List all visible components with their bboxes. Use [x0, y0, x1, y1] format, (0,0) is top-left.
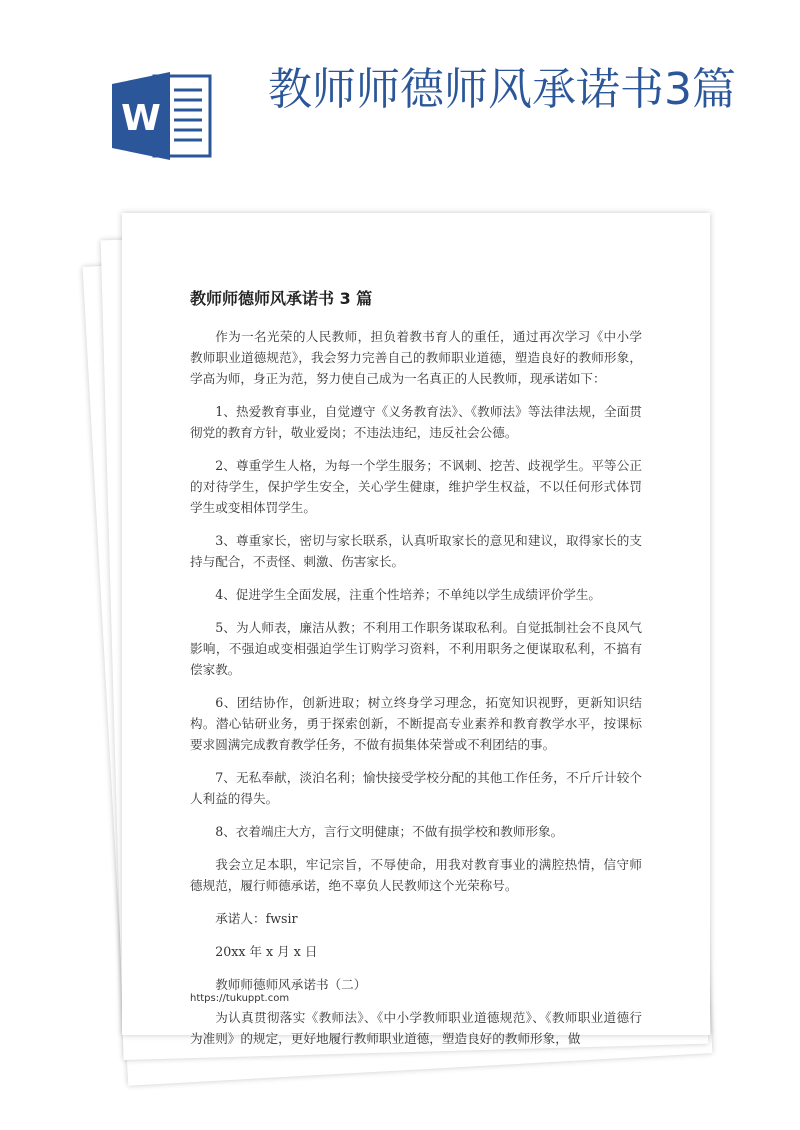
svg-text:W: W	[121, 98, 161, 139]
paragraph-item-4: 4、促进学生全面发展，注重个性培养；不单纯以学生成绩评价学生。	[215, 587, 602, 602]
paragraph-item-3: 3、尊重家长，密切与家长联系，认真听取家长的意见和建议，取得家长的支持与配合，不责怪、刺激、伤害家长。	[190, 533, 642, 569]
document-body	[190, 326, 642, 1061]
word-document-icon	[112, 70, 212, 162]
paragraph-intro: 作为一名光荣的人民教师，担负着教书育人的重任，通过再次学习《中小学教师职业道德规范》，我会努力完善自己的教师职业道德，塑造良好的教师形象，学高为师，身正为范，努力使自己成为一名真正的人民教师，现承诺如下：	[190, 329, 642, 386]
paragraph-item-2: 2、尊重学生人格，为每一个学生服务；不讽刺、挖苦、歧视学生。平等公正的对待学生，保护学生安全，关心学生健康，维护学生权益，不以任何形式体罚学生或变相体罚学生。	[190, 458, 642, 515]
footer-url: https://tukuppt.com	[190, 993, 290, 1004]
paragraph-item-6: 6、团结协作，创新进取；树立终身学习理念，拓宽知识视野，更新知识结构。潜心钻研业务，勇于探索创新，不断提高专业素养和教育教学水平，按课标要求圆满完成教育教学任务，不做有损集体荣誉或不利团结的事。	[190, 695, 642, 752]
date-line: 20xx 年 x 月 x 日	[215, 944, 318, 959]
paragraph-item-5: 5、为人师表，廉洁从教；不利用工作职务谋取私利。自觉抵制社会不良风气影响，不强迫或变相强迫学生订购学习资料，不利用职务之便谋取私利，不搞有偿家教。	[190, 620, 642, 677]
paragraph-closing: 我会立足本职，牢记宗旨，不辱使命，用我对教育事业的满腔热情，信守师德规范，履行师德承诺，绝不辜负人民教师这个光荣称号。	[190, 857, 642, 893]
signature-line: 承诺人：fwsir	[215, 911, 298, 926]
section-heading-2: 教师师德师风承诺书（二）	[215, 977, 367, 992]
paragraph-section-2-intro: 为认真贯彻落实《教师法》、《中小学教师职业道德规范》、《教师职业道德行为准则》的规定，更好地履行教师职业道德，塑造良好的教师形象，做	[190, 1010, 642, 1046]
paragraph-item-1: 1、热爱教育事业，自觉遵守《义务教育法》、《教师法》等法律法规，全面贯彻党的教育方针，敬业爱岗；不违法违纪，违反社会公德。	[190, 404, 642, 440]
paragraph-item-8: 8、衣着端庄大方，言行文明健康；不做有损学校和教师形象。	[215, 824, 564, 839]
document-title: 教师师德师风承诺书 3 篇	[190, 289, 373, 308]
paragraph-item-7: 7、无私奉献，淡泊名利；愉快接受学校分配的其他工作任务，不斤斤计较个人利益的得失。	[190, 770, 642, 806]
page-heading: 教师师德师风承诺书3篇	[268, 64, 736, 115]
